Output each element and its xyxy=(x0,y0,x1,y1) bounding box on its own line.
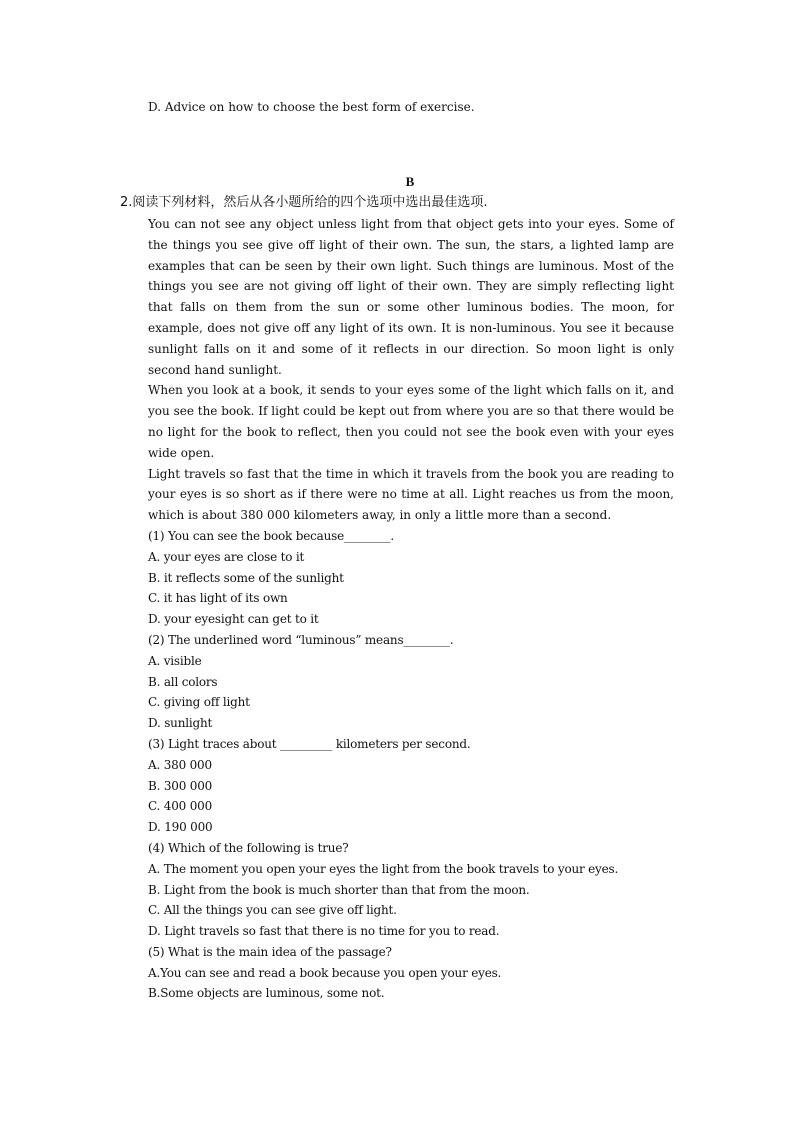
answer-option: B. 300 000 xyxy=(148,778,213,793)
answer-option: C. All the things you can see give off light. xyxy=(148,903,397,918)
answer-option: C. it has light of its own xyxy=(148,591,288,606)
passage-paragraph: When you look at a book, it sends to your eyes some of the light which falls on it, and you see the book. If light could be kept out from where you are so that there would be no light for the book to reflect, then you could not see the book even with your eyes wide open. xyxy=(148,383,674,460)
answer-option: B. all colors xyxy=(148,674,218,689)
passage-paragraph: You can not see any object unless light from that object gets into your eyes. Some of the things you see give off light of their own. The sun, the stars, a lighted lamp are examples that can be seen by their own light. Such things are luminous. Most of the things you see are not giving off light of their own. They are simply reflecting light that falls on them from the sun or some other luminous bodies. The moon, for example, does not give off any light of its own. It is non-luminous. You see it because sunlight falls on it and some of it reflects in our direction. So moon light is only second hand sunlight. xyxy=(148,217,674,377)
reading-passage-block xyxy=(148,214,674,1004)
question-stem: (1) You can see the book because________. xyxy=(148,528,394,543)
answer-option: C. giving off light xyxy=(148,695,250,710)
answer-option: A. 380 000 xyxy=(148,757,212,772)
passage-paragraph: Light travels so fast that the time in which it travels from the book you are reading to your eyes is so short as if there were no time at all. Light reaches us from the moon, which is about 380 000 kilometers away, in only a little more than a second. xyxy=(148,466,674,523)
answer-option: D. your eyesight can get to it xyxy=(148,612,319,627)
answer-option: D. Light travels so fast that there is no time for you to read. xyxy=(148,924,500,939)
answer-option: A.You can see and read a book because you open your eyes. xyxy=(148,965,502,980)
question-instruction: 2.阅读下列材料，然后从各小题所给的四个选项中选出最佳选项. xyxy=(120,195,488,210)
question-stem: (5) What is the main idea of the passage? xyxy=(148,944,392,959)
answer-option: B. it reflects some of the sunlight xyxy=(148,570,344,585)
answer-option: A. The moment you open your eyes the light from the book travels to your eyes. xyxy=(148,861,619,876)
previous-question-option-d: D. Advice on how to choose the best form of exercise. xyxy=(148,100,475,114)
answer-option: D. sunlight xyxy=(148,716,213,731)
section-heading: B xyxy=(405,174,415,189)
answer-option: B.Some objects are luminous, some not. xyxy=(148,986,385,1001)
answer-option: C. 400 000 xyxy=(148,799,213,814)
answer-option: A. visible xyxy=(148,653,202,668)
question-stem: (4) Which of the following is true? xyxy=(148,840,349,855)
question-stem: (2) The underlined word “luminous” means________. xyxy=(148,632,454,647)
question-stem: (3) Light traces about _________ kilometers per second. xyxy=(148,736,471,751)
answer-option: A. your eyes are close to it xyxy=(148,549,305,564)
answer-option: B. Light from the book is much shorter than that from the moon. xyxy=(148,882,530,897)
answer-option: D. 190 000 xyxy=(148,820,213,835)
